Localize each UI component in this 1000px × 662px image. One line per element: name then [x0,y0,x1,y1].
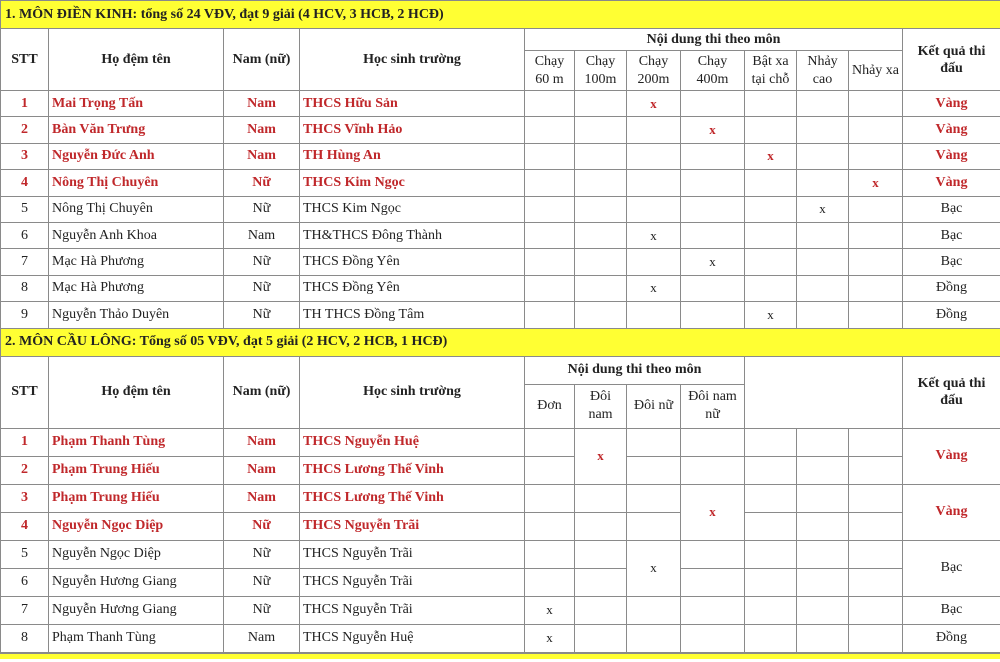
cell-sex: Nữ [224,540,300,568]
cell-stt: 1 [1,428,49,456]
cell-mark [797,91,849,117]
cell-empty [849,484,903,512]
cell-sex: Nữ [224,568,300,596]
cell-mark [797,117,849,143]
cell-school: THCS Hữu Sản [300,91,525,117]
athletics-section-title-row [1,1,1000,29]
cell-mark [849,275,903,301]
cell-mark [681,222,745,248]
col-header-sex: Nam (nữ) [224,29,300,91]
cell-mark [575,196,627,222]
cell-name: Bàn Văn Trưng [49,117,224,143]
cell-mark [575,170,627,196]
cell-stt: 6 [1,222,49,248]
table-row [1,222,1000,248]
cell-result: Bạc [903,196,1000,222]
cell-stt: 2 [1,456,49,484]
table-row [1,456,1000,484]
cell-stt: 8 [1,624,49,652]
cell-mark [849,302,903,328]
cell-mark [681,143,745,169]
cell-school: THCS Lương Thế Vinh [300,456,525,484]
cell-mark [797,275,849,301]
cell-mark: x [575,428,627,484]
cell-school: THCS Kim Ngọc [300,196,525,222]
cell-name: Phạm Trung Hiếu [49,456,224,484]
cell-name: Phạm Thanh Tùng [49,428,224,456]
col-header-events-group: Nội dung thi theo môn [525,29,903,51]
cell-stt: 3 [1,143,49,169]
cell-school: THCS Nguyễn Trãi [300,596,525,624]
col-header-school: Học sinh trường [300,29,525,91]
cell-mark [627,624,681,652]
cell-empty [745,624,797,652]
cell-empty [745,456,797,484]
cell-mark [525,275,575,301]
cell-mark [681,456,745,484]
cell-mark [575,249,627,275]
cell-stt: 4 [1,170,49,196]
cell-mark [797,222,849,248]
cell-stt: 2 [1,117,49,143]
event-header: Chạy 200m [627,51,681,91]
cell-name: Nguyễn Ngọc Diệp [49,512,224,540]
cell-mark [525,196,575,222]
cell-mark: x [627,540,681,596]
cell-result: Đồng [903,302,1000,328]
cell-empty [849,596,903,624]
cell-empty [849,568,903,596]
col-header-stt: STT [1,356,49,428]
cell-mark [575,117,627,143]
event-header: Bật xa tại chỗ [745,51,797,91]
cell-mark [627,484,681,512]
cell-stt: 7 [1,249,49,275]
athletics-section-title: 1. MÔN ĐIỀN KINH: tổng số 24 VĐV, đạt 9 giải (4 HCV, 3 HCB, 2 HCĐ) [1,1,1000,29]
cell-mark [525,568,575,596]
cell-empty [797,624,849,652]
cell-result: Đồng [903,624,1000,652]
cell-mark [849,117,903,143]
table-row [1,196,1000,222]
cell-school: THCS Nguyễn Trãi [300,540,525,568]
cell-mark: x [681,484,745,540]
cell-mark [627,428,681,456]
event-header: Chạy 100m [575,51,627,91]
cell-name: Nguyễn Đức Anh [49,143,224,169]
cell-mark [627,117,681,143]
cell-result: Đồng [903,275,1000,301]
cell-sex: Nam [224,91,300,117]
cell-mark [849,91,903,117]
cell-mark [525,540,575,568]
cell-mark: x [627,275,681,301]
cell-result: Bạc [903,596,1000,624]
cell-empty [849,512,903,540]
cell-mark [681,91,745,117]
cell-mark [627,456,681,484]
cell-mark: x [745,143,797,169]
cell-name: Nguyễn Anh Khoa [49,222,224,248]
cell-mark [525,249,575,275]
cell-mark [797,249,849,275]
cell-mark [575,596,627,624]
cell-stt: 4 [1,512,49,540]
event-header: Đôi nam nữ [681,384,745,428]
cell-mark [681,302,745,328]
cell-mark [525,512,575,540]
cell-empty [745,596,797,624]
cell-mark [575,91,627,117]
cell-mark [745,249,797,275]
table-row [1,143,1000,169]
cell-name: Phạm Trung Hiếu [49,484,224,512]
cell-stt: 5 [1,540,49,568]
cell-name: Nguyễn Hương Giang [49,568,224,596]
table-row [1,302,1000,328]
cell-stt: 5 [1,196,49,222]
cell-empty [797,596,849,624]
cell-result: Bạc [903,249,1000,275]
cell-mark [745,222,797,248]
cell-mark [525,456,575,484]
col-header-school: Học sinh trường [300,356,525,428]
cell-mark [627,512,681,540]
cell-mark [575,275,627,301]
table-row [1,596,1000,624]
cell-sex: Nữ [224,170,300,196]
cell-empty [745,540,797,568]
cell-mark [797,170,849,196]
cell-mark [575,222,627,248]
cell-mark [627,302,681,328]
cell-school: THCS Kim Ngọc [300,170,525,196]
event-header: Nhảy cao [797,51,849,91]
athletics-header-row [1,29,1000,51]
cell-mark [681,596,745,624]
cell-stt: 3 [1,484,49,512]
cell-mark [627,596,681,624]
cell-school: THCS Nguyễn Huệ [300,428,525,456]
cell-empty [849,456,903,484]
cell-result: Bạc [903,222,1000,248]
athletics-rows [1,91,1000,329]
cell-mark [575,302,627,328]
cell-mark: x [525,624,575,652]
cell-result: Vàng [903,91,1000,117]
event-header: Chạy 400m [681,51,745,91]
cell-name: Mạc Hà Phương [49,249,224,275]
cell-mark: x [525,596,575,624]
cell-mark [745,170,797,196]
cell-mark [681,568,745,596]
cell-mark [575,512,627,540]
cell-mark [525,428,575,456]
cell-mark [575,624,627,652]
cell-mark [627,249,681,275]
cell-name: Nông Thị Chuyên [49,196,224,222]
cell-mark [745,91,797,117]
cell-school: THCS Nguyễn Trãi [300,568,525,596]
cell-sex: Nam [224,456,300,484]
table-row [1,568,1000,596]
cell-sex: Nữ [224,512,300,540]
cell-mark: x [681,249,745,275]
cell-result: Vàng [903,170,1000,196]
cell-school: TH&THCS Đông Thành [300,222,525,248]
event-header: Đơn [525,384,575,428]
event-header: Chạy 60 m [525,51,575,91]
cell-mark [849,222,903,248]
table-row [1,275,1000,301]
event-header: Đôi nữ [627,384,681,428]
cell-empty [797,568,849,596]
cell-stt: 1 [1,91,49,117]
cell-mark [849,249,903,275]
cell-mark [575,484,627,512]
table-row [1,91,1000,117]
table-row [1,540,1000,568]
table-row [1,170,1000,196]
cell-mark [745,196,797,222]
cell-name: Nguyễn Ngọc Diệp [49,540,224,568]
cell-name: Mai Trọng Tấn [49,91,224,117]
cell-mark [797,143,849,169]
cell-result: Vàng [903,428,1000,484]
cell-sex: Nữ [224,249,300,275]
cell-name: Nguyễn Hương Giang [49,596,224,624]
cell-mark [745,117,797,143]
cell-sex: Nam [224,624,300,652]
cell-mark [681,540,745,568]
event-header: Đôi nam [575,384,627,428]
cell-stt: 7 [1,596,49,624]
cell-mark [627,170,681,196]
table-row [1,624,1000,652]
cell-mark [525,222,575,248]
col-header-sex: Nam (nữ) [224,356,300,428]
col-header-name: Họ đệm tên [49,356,224,428]
cell-name: Mạc Hà Phương [49,275,224,301]
cell-mark [575,540,627,568]
cell-school: THCS Đồng Yên [300,249,525,275]
cell-sex: Nam [224,143,300,169]
col-header-name: Họ đệm tên [49,29,224,91]
cell-mark: x [627,222,681,248]
cell-stt: 9 [1,302,49,328]
cell-school: THCS Nguyễn Huệ [300,624,525,652]
empty-header-cell [745,356,903,428]
cell-mark [525,91,575,117]
cell-school: THCS Lương Thế Vinh [300,484,525,512]
cell-mark [575,143,627,169]
table-row [1,249,1000,275]
cell-empty [745,568,797,596]
cell-school: THCS Nguyễn Trãi [300,512,525,540]
cell-mark [627,196,681,222]
badminton-section-title-row [1,328,1000,356]
cell-school: TH THCS Đồng Tâm [300,302,525,328]
cell-empty [745,512,797,540]
cell-mark [681,428,745,456]
cell-name: Phạm Thanh Tùng [49,624,224,652]
cell-sex: Nam [224,222,300,248]
table-row [1,512,1000,540]
cell-empty [849,624,903,652]
cell-mark [525,302,575,328]
badminton-header-row [1,356,1000,384]
cell-mark [681,275,745,301]
cell-sex: Nữ [224,196,300,222]
cell-stt: 8 [1,275,49,301]
cell-sex: Nữ [224,275,300,301]
cell-empty [797,540,849,568]
table-row [1,428,1000,456]
table-row [1,117,1000,143]
cell-sex: Nam [224,484,300,512]
cell-empty [797,428,849,456]
cell-empty [745,428,797,456]
cell-stt: 6 [1,568,49,596]
cell-mark: x [745,302,797,328]
cell-empty [797,484,849,512]
cell-empty [745,484,797,512]
cell-mark [681,624,745,652]
cell-sex: Nam [224,117,300,143]
col-header-result: Kết quả thi đấu [903,356,1000,428]
cell-empty [797,512,849,540]
cell-result: Vàng [903,484,1000,540]
cell-sex: Nữ [224,302,300,328]
cell-school: THCS Vĩnh Hảo [300,117,525,143]
cell-mark [525,143,575,169]
cell-mark [525,484,575,512]
col-header-events-group: Nội dung thi theo môn [525,356,745,384]
cell-mark [525,117,575,143]
col-header-result: Kết quả thi đấu [903,29,1000,91]
cell-empty [797,456,849,484]
cell-mark [575,568,627,596]
cell-mark [849,196,903,222]
cell-school: TH Hùng An [300,143,525,169]
cell-mark [681,170,745,196]
cell-school: THCS Đồng Yên [300,275,525,301]
cell-mark [681,196,745,222]
cell-empty [849,540,903,568]
cell-mark: x [849,170,903,196]
cell-mark: x [627,91,681,117]
cell-mark [627,143,681,169]
cell-mark [849,143,903,169]
event-header: Nhảy xa [849,51,903,91]
cell-empty [849,428,903,456]
cell-mark [797,302,849,328]
cell-mark [745,275,797,301]
col-header-stt: STT [1,29,49,91]
cell-sex: Nữ [224,596,300,624]
cell-result: Vàng [903,117,1000,143]
cell-result: Bạc [903,540,1000,596]
cell-result: Vàng [903,143,1000,169]
cell-mark [525,170,575,196]
cell-name: Nguyễn Thảo Duyên [49,302,224,328]
cell-mark: x [797,196,849,222]
cell-mark: x [681,117,745,143]
cell-sex: Nam [224,428,300,456]
badminton-section-title: 2. MÔN CẦU LÔNG: Tổng số 05 VĐV, đạt 5 giải (2 HCV, 2 HCB, 1 HCĐ) [1,328,1000,356]
bottom-yellow-strip [0,653,1000,659]
table-row [1,484,1000,512]
cell-name: Nông Thị Chuyên [49,170,224,196]
